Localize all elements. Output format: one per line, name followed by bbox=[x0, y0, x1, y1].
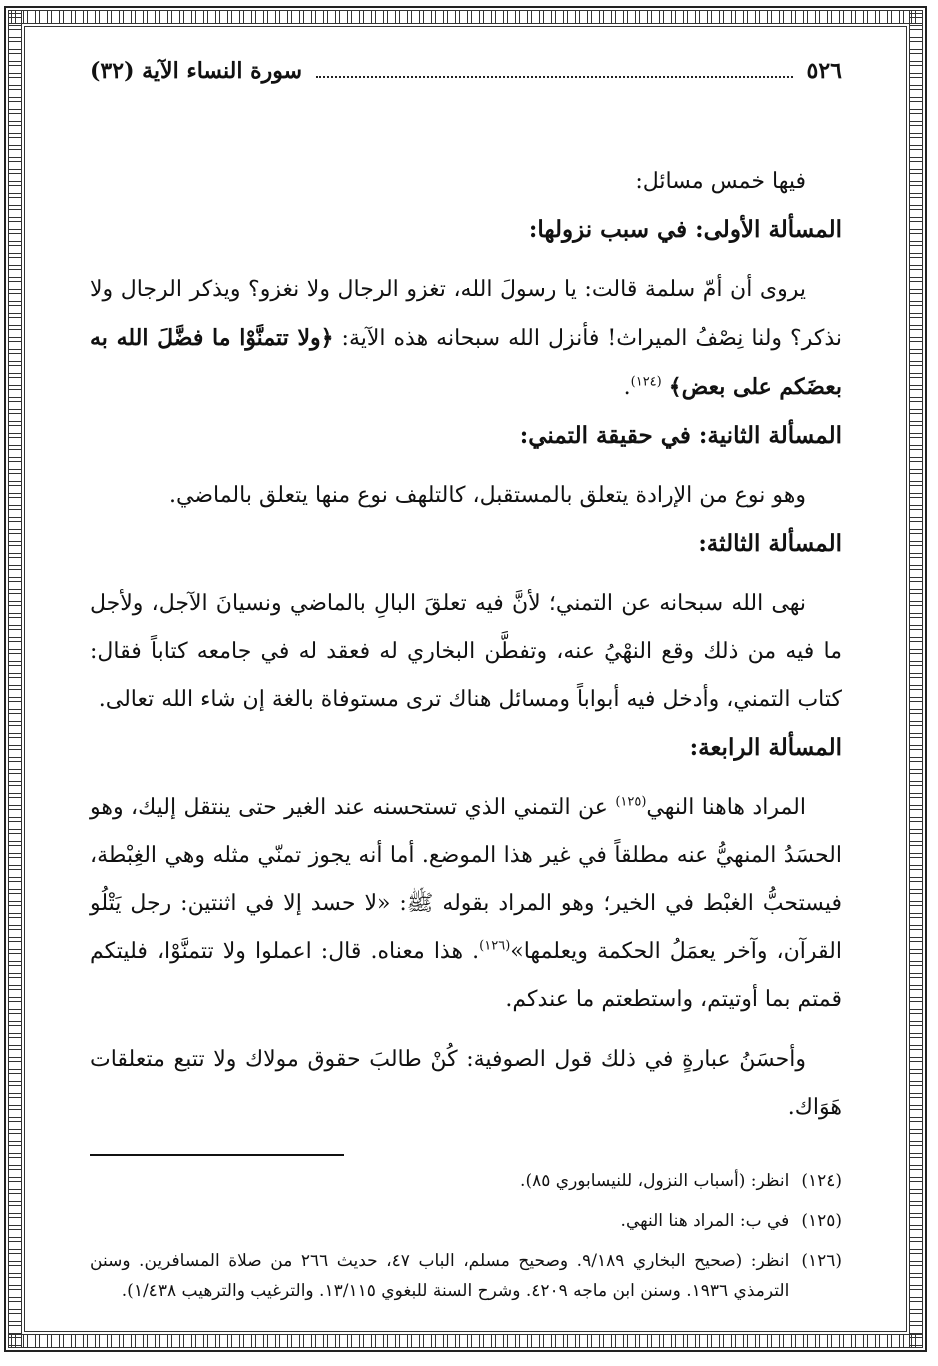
issue-1-end: . bbox=[623, 375, 631, 400]
issue-heading-1: المسألة الأولى: في سبب نزولها: bbox=[528, 216, 842, 243]
footnote-item bbox=[90, 1246, 842, 1306]
issue-heading-4: المسألة الرابعة: bbox=[689, 734, 842, 761]
page-number: ٥٢٦ bbox=[806, 58, 842, 84]
issue-4-text-b: عن التمني الذي تستحسنه عند الغير حتى ينتقل إليك، وهو الحسَدُ المنهيُّ عنه مطلقاً في غير هذا الموضع. أما أنه يجوز تمنّي مثله وهي الغِبْطة، فيستحبُّ الغبْط في الخير؛ وهو المراد بقوله ﷺ: «لا حسد إلا في اثنتين: رجل يَتْلُو القرآن، وآخر يعمَلُ الحكمة ويعلمها» bbox=[90, 795, 842, 964]
issue-heading-3: المسألة الثالثة: bbox=[698, 530, 842, 557]
issue-paragraph-4 bbox=[90, 784, 842, 1024]
issue-paragraph-3: نهى الله سبحانه عن التمني؛ لأنَّ فيه تعلقَ البالِ بالماضي ونسيانَ الآجل، ولأجل ما فيه من ذلك وقع النهْيُ عنه، وتفطَّن البخاري له فعقد له في جامعه كتاباً فقال: كتاب التمني، وأدخل فيه أبواباً ومسائل هناك ترى مستوفاة بالغة إن شاء الله تعالى. bbox=[90, 591, 842, 712]
issue-1-text: يروى أن أمّ سلمة قالت: يا رسولَ الله، تغزو الرجال ولا نغزو؟ ويذكر الرجال ولا نذكر؟ ولنا نِصْفُ الميراث! فأنزل الله سبحانه هذه الآية: bbox=[90, 277, 842, 351]
quran-quote: ﴿ولا تتمنَّوْا ما فضَّلَ الله به بعضَكم على بعض﴾ bbox=[90, 325, 842, 400]
intro-line: فيها خمس مسائل: bbox=[635, 169, 806, 194]
footnote-separator bbox=[90, 1154, 344, 1156]
decorative-border-left bbox=[8, 10, 22, 1348]
decorative-border-top bbox=[8, 10, 923, 24]
footnote-ref-125[interactable]: (١٢٥) bbox=[615, 794, 647, 810]
footnote-ref-126[interactable]: (١٢٦) bbox=[479, 938, 511, 954]
footnote-item bbox=[90, 1166, 842, 1196]
surah-title: سورة النساء الآية (٣٢) bbox=[90, 58, 303, 84]
header-leader-dots bbox=[316, 76, 792, 78]
closing-paragraph: وأحسَنُ عبارةٍ في ذلك قول الصوفية: كُنْ طالبَ حقوق مولاك ولا تتبع متعلقات هَوَاك. bbox=[90, 1047, 842, 1120]
footnote-number: (١٢٥) bbox=[801, 1211, 842, 1231]
footnote-ref-124[interactable]: (١٢٤) bbox=[630, 374, 662, 390]
issue-4-text-a: المراد هاهنا النهي bbox=[646, 795, 806, 820]
issue-4-text-c: . هذا معناه. قال: اعملوا ولا تتمنَّوْا، فليتكم قمتم بما أوتيتم، واستطعتم ما عندكم. bbox=[90, 939, 842, 1012]
issue-paragraph-1 bbox=[90, 266, 842, 412]
footnotes bbox=[90, 1166, 842, 1306]
footnote-item bbox=[90, 1206, 842, 1236]
footnote-text: في ب: المراد هنا النهي. bbox=[620, 1211, 790, 1231]
footnote-text: انظر: (أسباب النزول، للنيسابوري ٨٥). bbox=[520, 1171, 790, 1191]
decorative-border-bottom bbox=[8, 1334, 923, 1348]
decorative-border-right bbox=[909, 10, 923, 1348]
footnote-text: انظر: (صحيح البخاري ٩/١٨٩. وصحيح مسلم، الباب ٤٧، حديث ٢٦٦ من صلاة المسافرين. وسنن الترمذي ١٩٣٦. وسنن ابن ماجه ٤٢٠٩. وشرح السنة للبغوي ١٣/١١٥. والترغيب والترهيب ١/٤٣٨). bbox=[90, 1251, 790, 1301]
main-text bbox=[90, 158, 842, 1132]
issue-heading-2: المسألة الثانية: في حقيقة التمني: bbox=[519, 422, 842, 449]
footnote-number: (١٢٦) bbox=[801, 1251, 842, 1271]
issue-paragraph-2: وهو نوع من الإرادة يتعلق بالمستقبل، كالتلهف نوع منها يتعلق بالماضي. bbox=[168, 483, 806, 508]
book-page bbox=[90, 58, 842, 1316]
running-header bbox=[90, 58, 842, 102]
footnote-number: (١٢٤) bbox=[801, 1171, 842, 1191]
